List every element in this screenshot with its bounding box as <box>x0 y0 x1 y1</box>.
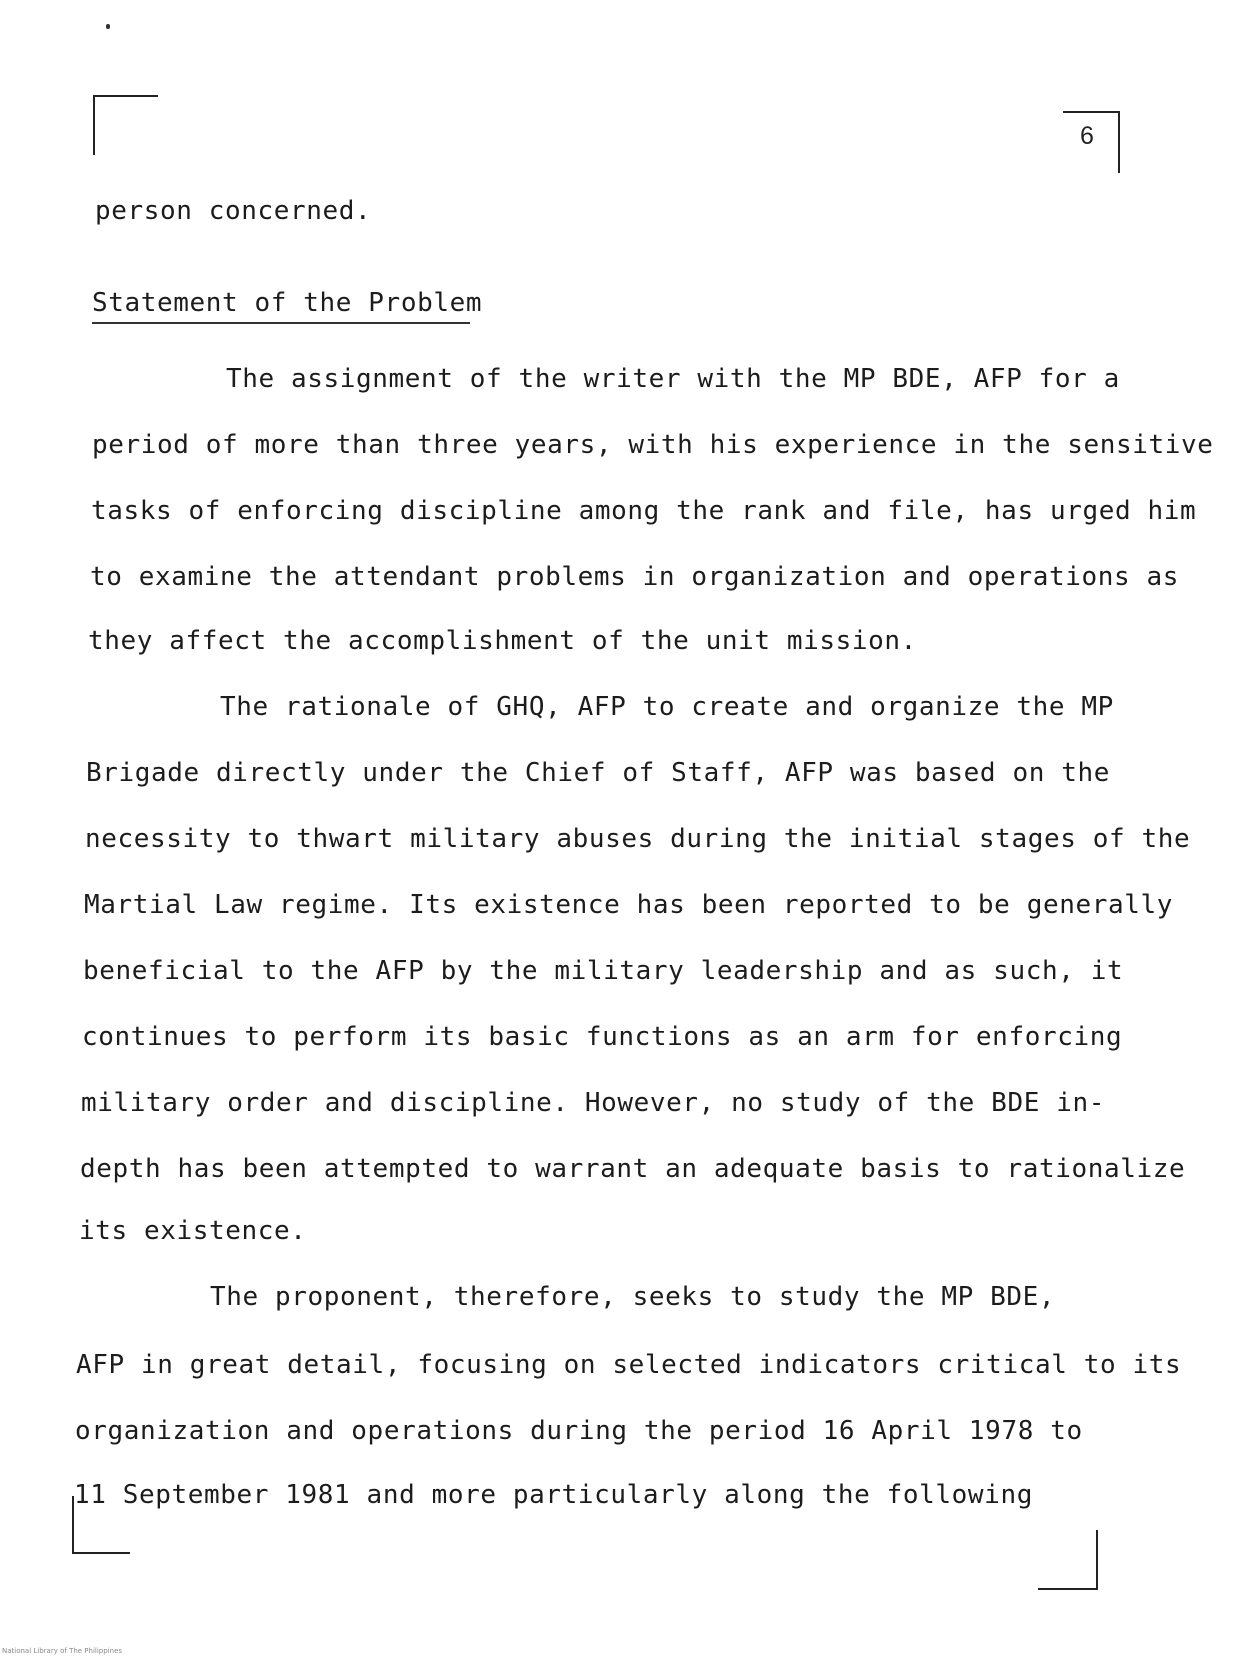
body-line: The rationale of GHQ, AFP to create and organize the MP <box>220 692 1114 722</box>
body-line: they affect the accomplishment of the unit mission. <box>88 626 917 656</box>
crop-mark-bottom-left-h <box>72 1552 130 1554</box>
body-line: AFP in great detail, focusing on selected indicators critical to its <box>76 1350 1182 1380</box>
opening-line: person concerned. <box>95 196 372 226</box>
section-heading: Statement of the Problem <box>92 288 483 318</box>
body-line: The proponent, therefore, seeks to study the MP BDE, <box>210 1282 1056 1312</box>
body-line: organization and operations during the period 16 April 1978 to <box>75 1416 1083 1446</box>
crop-mark-bottom-right-v <box>1096 1530 1098 1590</box>
crop-mark-bottom-right-h <box>1038 1588 1098 1590</box>
body-line: continues to perform its basic functions as an arm for enforcing <box>82 1022 1123 1052</box>
heading-underline <box>92 322 470 324</box>
body-line: beneficial to the AFP by the military leadership and as such, it <box>83 956 1124 986</box>
page-number: 6 <box>1080 122 1094 150</box>
scan-footer: National Library of The Philippines <box>2 1647 123 1655</box>
body-line: The assignment of the writer with the MP BDE, AFP for a <box>226 364 1120 394</box>
body-line: its existence. <box>79 1216 307 1246</box>
body-line: to examine the attendant problems in organization and operations as <box>90 562 1179 592</box>
body-line: Brigade directly under the Chief of Staff, AFP was based on the <box>86 758 1110 788</box>
crop-mark-top-right-v <box>1118 111 1120 173</box>
body-line: necessity to thwart military abuses during the initial stages of the <box>85 824 1191 854</box>
crop-mark-top-left-v <box>93 95 95 155</box>
crop-mark-top-right-h <box>1063 111 1120 113</box>
scan-speck <box>106 24 110 29</box>
body-line: period of more than three years, with his experience in the sensitive <box>92 430 1214 460</box>
body-line: tasks of enforcing discipline among the rank and file, has urged him <box>91 496 1197 526</box>
crop-mark-top-left-h <box>93 95 158 97</box>
body-line: depth has been attempted to warrant an adequate basis to rationalize <box>80 1154 1186 1184</box>
body-line: 11 September 1981 and more particularly along the following <box>74 1480 1033 1510</box>
body-line: Martial Law regime. Its existence has been reported to be generally <box>84 890 1173 920</box>
body-line: military order and discipline. However, no study of the BDE in- <box>81 1088 1105 1118</box>
